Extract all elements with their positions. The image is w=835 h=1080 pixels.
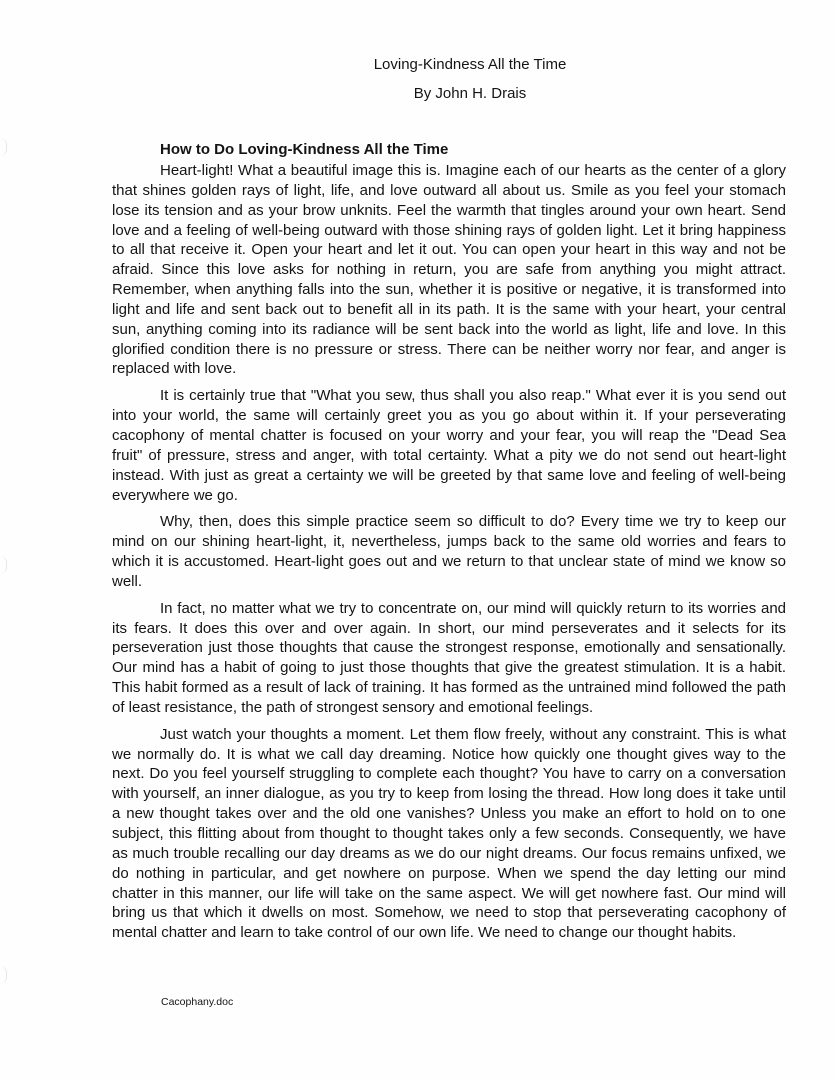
footer-filename: Cacophany.doc xyxy=(161,996,234,1008)
document-title: Loving-Kindness All the Time xyxy=(373,56,567,73)
punch-hole-mark xyxy=(0,556,7,574)
document-body xyxy=(112,141,786,950)
body-paragraph: Why, then, does this simple practice seem so difficult to do? Every time we try to keep our mind on our shining heart-light, it, nevertheless, jumps back to the same old worries and fears to which it is accustomed. Heart-light goes out and we return to that unclear state of mind we know so well. xyxy=(112,513,786,590)
body-paragraph: In fact, no matter what we try to concentrate on, our mind will quickly return to its worries and its fears. It does this over and over again. In short, our mind perseverates and it selects for its perseveration just those thoughts that cause the strongest response, emotionally and sensationally. Our mind has a habit of going to just those thoughts that give the greatest stimulation. It is a habit. This habit formed as a result of lack of training. It has formed as the untrained mind followed the path of least resistance, the path of strongest sensory and emotional feelings. xyxy=(112,599,786,716)
body-paragraph: Heart-light! What a beautiful image this is. Imagine each of our hearts as the center of a glory that shines golden rays of light, life, and love outward all about us. Smile as you feel your stomach lose its tension and as your brow unknits. Feel the warmth that tingles around your own heart. Send love and a feeling of well-being outward with those shining rays of golden light. Let it bring happiness to all that receive it. Open your heart and let it out. You can open your heart in this way and not be afraid. Since this love asks for nothing in return, you are safe from anything you might attract. Remember, when anything falls into the sun, whether it is positive or negative, it is transformed into light and life and sent back out to benefit all in its path. It is the same with your heart, your central sun, anything coming into its radiance will be sent back into the world as light, life and love. In this glorified condition there is no pressure or stress. There can be neither worry nor fear, and anger is replaced with love. xyxy=(112,162,786,378)
section-heading: How to Do Loving-Kindness All the Time xyxy=(160,141,449,158)
body-paragraph: Just watch your thoughts a moment. Let them flow freely, without any constraint. This is what we normally do. It is what we call day dreaming. Notice how quickly one thought gives way to the next. Do you feel yourself struggling to complete each thought? You have to carry on a conversation with yourself, an inner dialogue, as you try to keep from losing the thread. How long does it take until a new thought takes over and the old one vanishes? Unless you make an effort to hold on to one subject, this flitting about from thought to thought takes only a few seconds. Consequently, we have as much trouble recalling our day dreams as we do our night dreams. Our focus remains unfixed, we do nothing in particular, and get nowhere on purpose. When we spend the day letting our mind chatter in this manner, our life will take on the same aspect. We will get nowhere fast. Our mind will bring us that which it dwells on most. Somehow, we need to stop that perseverating cacophony of mental chatter and learn to take control of our own life. We need to change our thought habits. xyxy=(112,725,786,942)
punch-hole-mark xyxy=(0,138,7,156)
body-paragraph: It is certainly true that "What you sew, thus shall you also reap." What ever it is you send out into your world, the same will certainly greet you as you go about within it. If your perseverating cacophony of mental chatter is focused on your worry and your fear, you will reap the "Dead Sea fruit" of pressure, stress and anger, with total certainty. What a pity we do not send out heart-light instead. With just as great a certainty we will be greeted by that same love and feeling of well-being everywhere we go. xyxy=(112,387,786,504)
document-author: By John H. Drais xyxy=(413,85,527,102)
punch-hole-mark xyxy=(0,966,7,984)
